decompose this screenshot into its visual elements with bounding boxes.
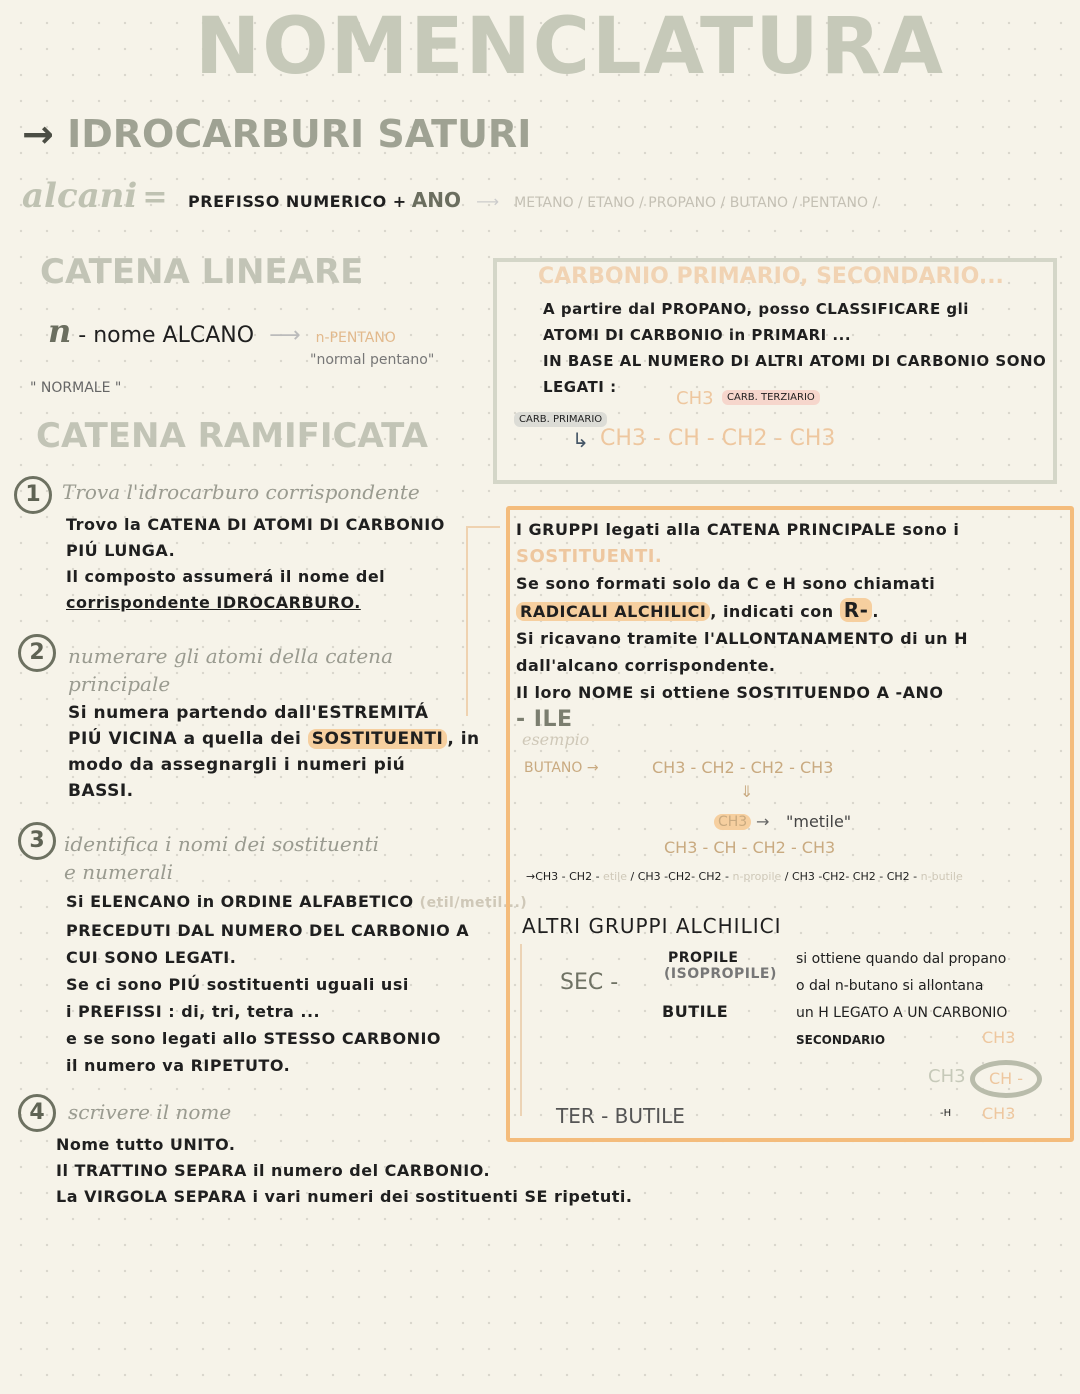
formula-suffix: ANO: [411, 188, 462, 212]
altri-gruppi-heading: ALTRI GRUPPI ALCHILICI: [522, 914, 782, 938]
diagram-ch3-bottom: CH3: [982, 1104, 1016, 1123]
diagram-ch: CH3: [928, 1066, 966, 1087]
butane-chain: CH3 - CH2 - CH2 - CH3: [652, 758, 834, 777]
normal-note: "normal pentano": [310, 352, 435, 368]
step-4-body: Nome tutto UNITO. Il TRATTINO SEPARA il numero del CARBONIO. La VIRGOLA SEPARA i vari numeri dei sostituenti SE ripetuti.: [56, 1135, 633, 1206]
diagram-ch3-top: CH3: [982, 1028, 1016, 1047]
step-2-body: Si numera partendo dall'ESTREMITÁ PIÚ VICINA a quella dei SOSTITUENTI , in modo da assegnargli i numeri piú BASSI.: [68, 703, 480, 801]
step-1-body: Trovo la CATENA DI ATOMI DI CARBONIO PIÚ LUNGA. Il composto assumerá il nome del corrispondente IDROCARBURO.: [66, 515, 445, 612]
ch3-substituent: CH3: [714, 814, 751, 830]
step-4-title: scrivere il nome: [68, 1100, 232, 1124]
connector-arrow-icon: [466, 526, 500, 528]
step-2-badge: 2: [18, 634, 56, 672]
alkane-examples: METANO / ETANO / PROPANO / BUTANO / PENTANO /: [514, 195, 878, 211]
radicals-row: →CH3 - CH2 - etile / CH3 -CH2- CH2 - n-propile / CH3 -CH2- CH2 - CH2 - n-butile: [526, 870, 963, 883]
catena-lineare-heading: CATENA LINEARE: [40, 252, 364, 292]
propile-label: PROPILE: [668, 950, 739, 966]
diagram-circled-ch: CH -: [970, 1060, 1042, 1098]
section-title: IDROCARBURI SATURI: [67, 112, 532, 156]
connector-line: [466, 526, 468, 716]
carb-terziario-tag: CARB. TERZIARIO: [722, 390, 820, 405]
down-arrow-icon: ⇓: [740, 782, 754, 801]
ter-butile-label: TER - BUTILE: [556, 1104, 685, 1128]
step-1-title: Trova l'idrocarburo corrispondente: [62, 480, 420, 504]
tree-line: [520, 944, 522, 1116]
catena-ramificata-heading: CATENA RAMIFICATA: [36, 416, 428, 456]
diagram-h: -H: [940, 1108, 952, 1119]
propane-chain: CH3 - CH - CH2 - CH3: [600, 426, 836, 451]
step-3-body: Si ELENCANO in ORDINE ALFABETICO (etil/metil...) PRECEDUTI DAL NUMERO DEL CARBONIO A CUI SONO LEGATI. Se ci sono PIÚ sostituenti uguali usi i PREFISSI : di, tri, tetra ... e se sono legati allo STESSO CARBONIO il numero va RIPETUTO.: [66, 892, 528, 1075]
branched-chain: CH3 - CH - CH2 - CH3: [664, 838, 836, 857]
metile-label: "metile": [786, 812, 852, 831]
lineare-row: n - nome ALCANO ⟶ n-PENTANO: [48, 312, 396, 350]
sec-label: SEC -: [560, 970, 619, 995]
esempio-label: esempio: [522, 730, 590, 749]
alcani-row: alcani = PREFISSO NUMERICO + ANO ⟶ METANO / ETANO / PROPANO / BUTANO / PENTANO /: [22, 176, 878, 216]
ch3-top: CH3: [676, 388, 714, 409]
arrow-icon: →: [756, 812, 770, 831]
curved-arrow-icon: ↳: [572, 428, 589, 452]
page-title: NOMENCLATURA: [195, 2, 945, 92]
alcani-label: alcani: [22, 176, 138, 216]
sec-note: si ottiene quando dal propano o dal n-butano si allontana un H LEGATO A UN CARBONIO SECONDARIO: [796, 951, 1008, 1047]
step-3-title: identifica i nomi dei sostituenti e numerali: [64, 832, 380, 884]
carbonio-body: A partire dal PROPANO, posso CLASSIFICARE gli ATOMI DI CARBONIO in PRIMARI ... IN BASE AL NUMERO DI ALTRI ATOMI DI CARBONIO SONO LEGATI :: [543, 300, 1047, 396]
formula-text: PREFISSO NUMERICO +: [188, 192, 407, 211]
section-heading: [22, 112, 531, 156]
step-1-badge: 1: [14, 476, 52, 514]
normale-label: " NORMALE ": [30, 380, 122, 396]
carbonio-heading: CARBONIO PRIMARIO, SECONDARIO...: [538, 264, 1004, 289]
step-3-badge: 3: [18, 822, 56, 860]
arrow-right-icon: →: [22, 112, 68, 156]
step-4-badge: 4: [18, 1094, 56, 1132]
gruppi-body: I GRUPPI legati alla CATENA PRINCIPALE sono i SOSTITUENTI. Se sono formati solo da C e H sono chiamati RADICALI ALCHILICI , indicati con R- . Si ricavano tramite l'ALLONTANAMENTO di un H dall'alcano corrispondente. Il loro NOME si ottiene SOSTITUENDO A -ANO - ILE: [516, 520, 968, 732]
carb-primario-tag: CARB. PRIMARIO: [514, 412, 607, 427]
isopropile-label: (ISOPROPILE): [664, 966, 777, 982]
butile-label: BUTILE: [662, 1002, 729, 1021]
butano-label: BUTANO →: [524, 760, 599, 776]
step-2-title: numerare gli atomi della catena principale: [68, 644, 393, 696]
